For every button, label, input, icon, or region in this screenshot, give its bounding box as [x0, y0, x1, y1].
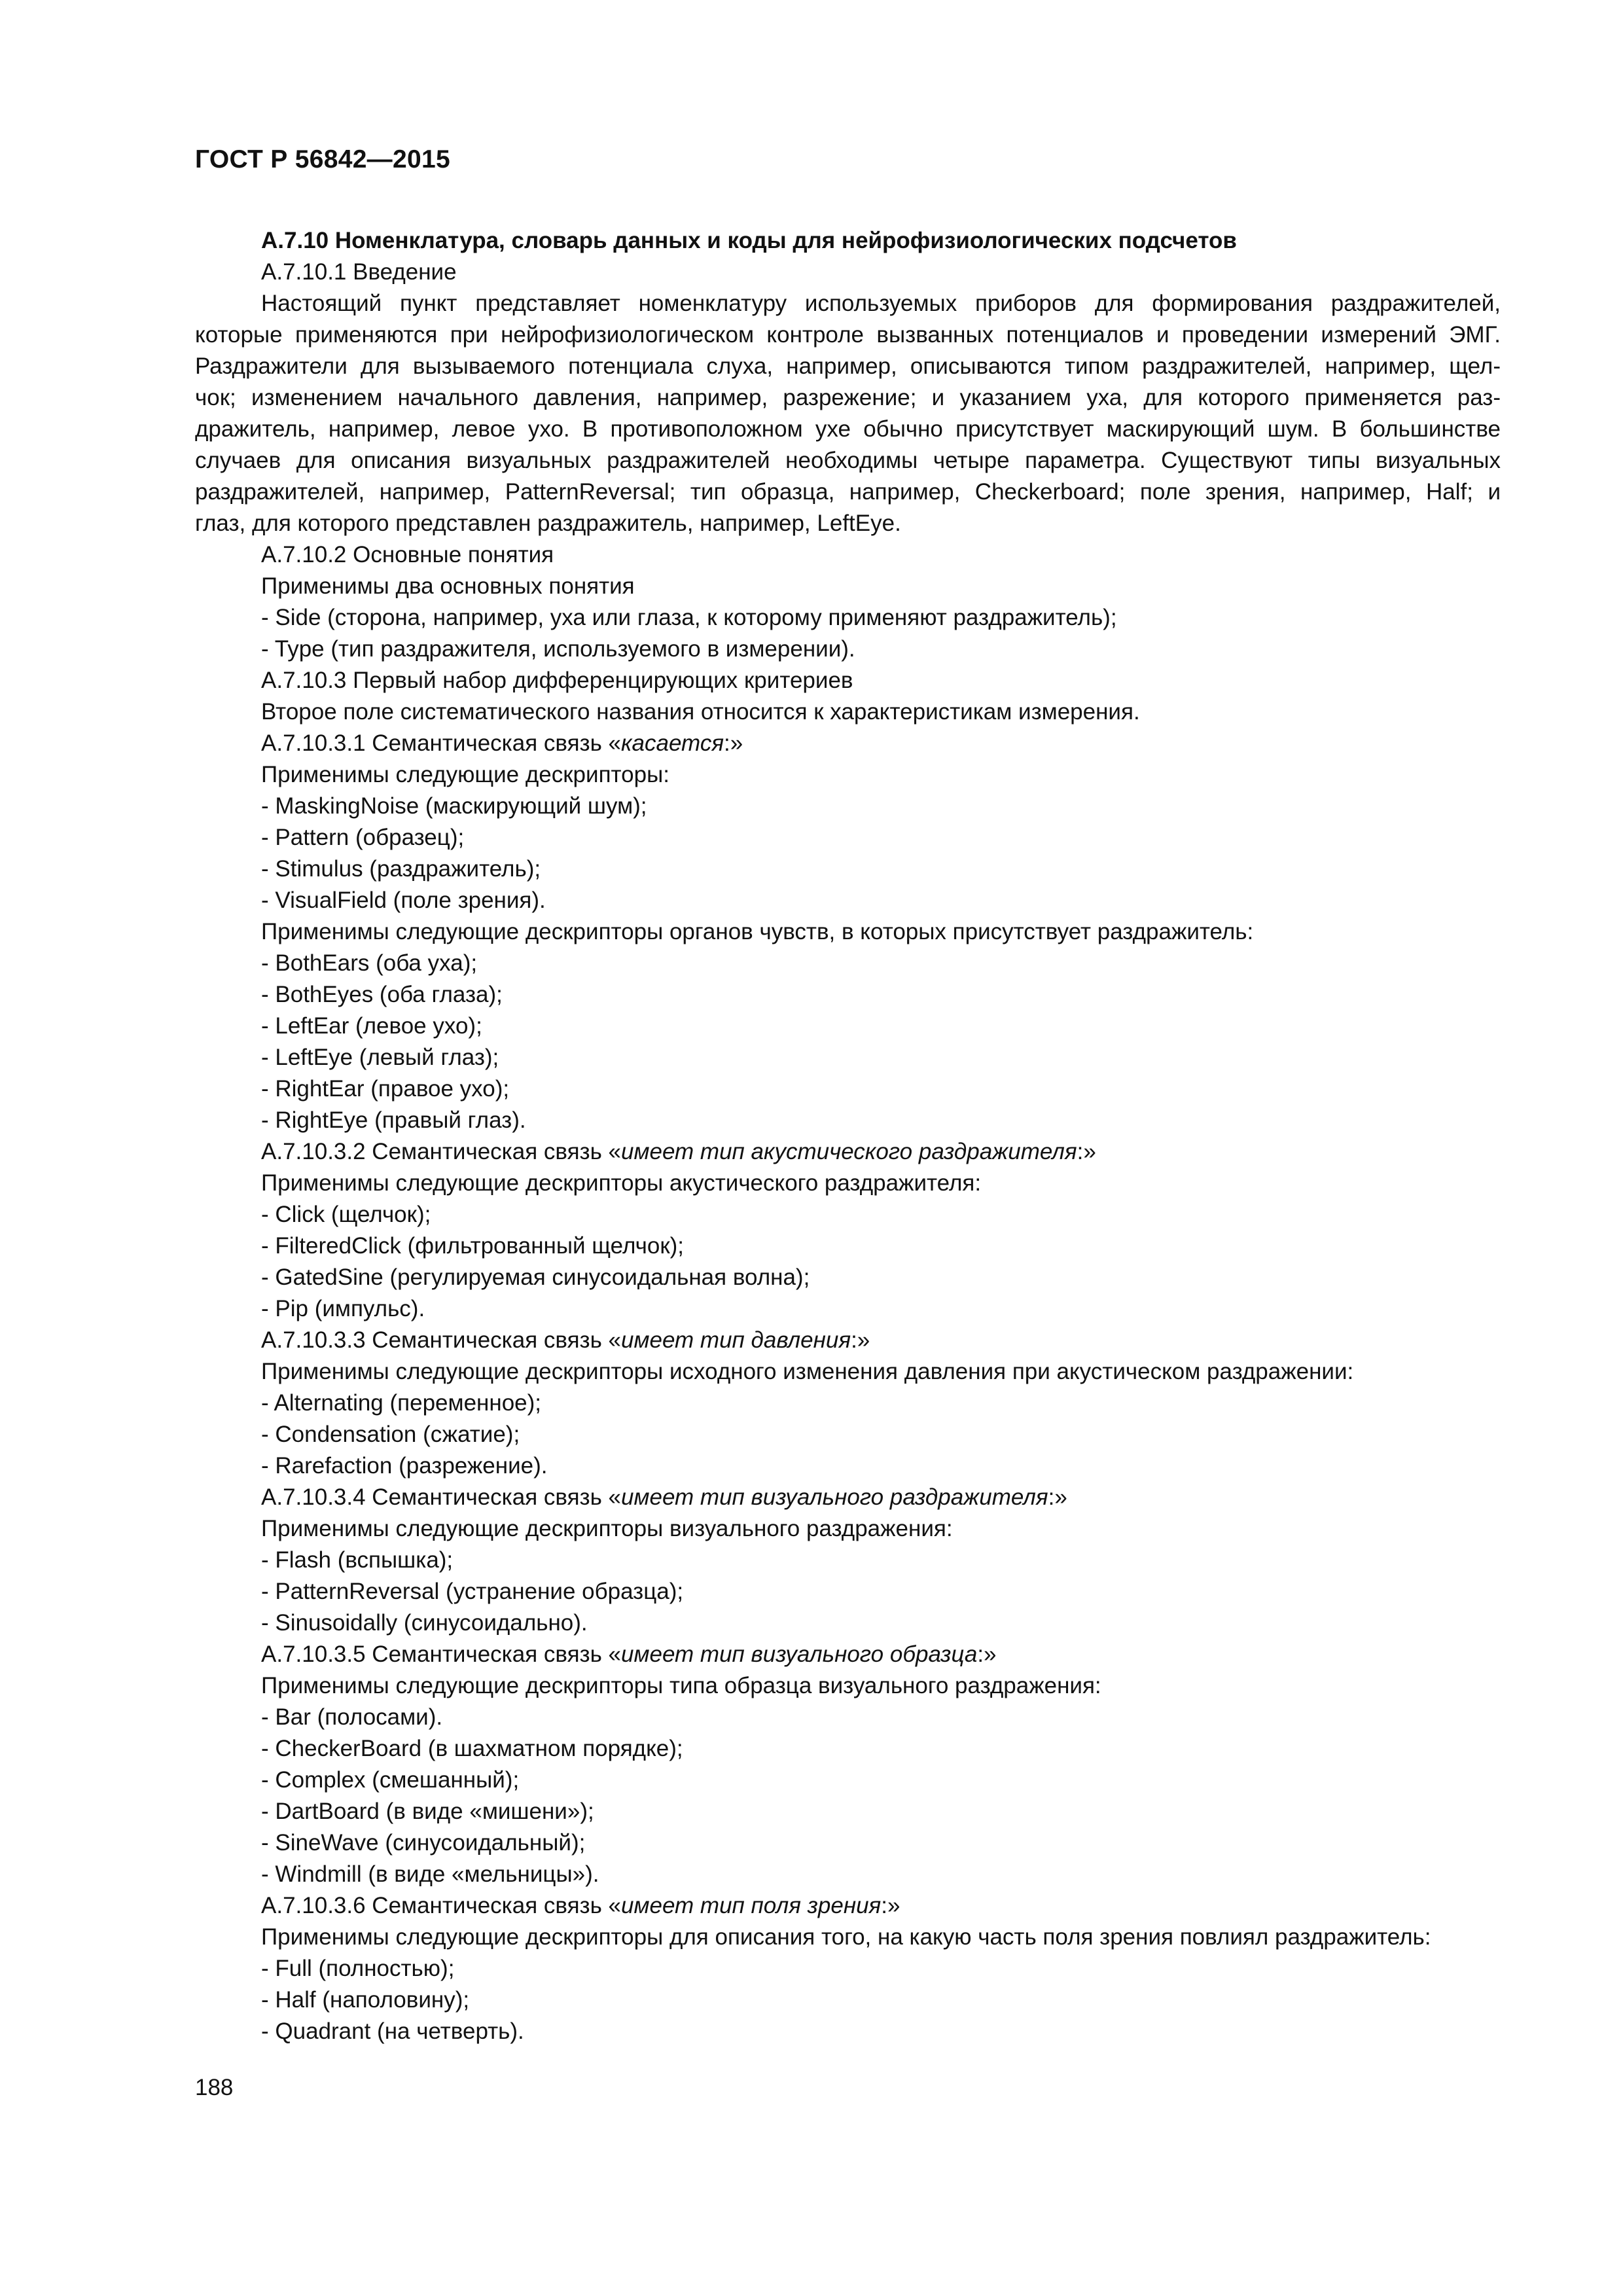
descriptor-intro: Применимы следующие дескрипторы визуального раздражения:: [261, 1516, 953, 1541]
descriptor-intro: Применимы следующие дескрипторы акустического раздражителя:: [261, 1170, 982, 1196]
descriptor-intro: Применимы следующие дескрипторы:: [261, 762, 669, 787]
subsection-heading: [195, 1639, 1501, 1670]
list-item: - Condensation (сжатие);: [261, 1422, 520, 1447]
list-item: - MaskingNoise (маскирующий шум);: [261, 793, 647, 819]
list-item: - Flash (вспышка);: [261, 1547, 454, 1573]
subsection-heading-relation: имеет тип визуального раздражителя: [621, 1484, 1048, 1510]
subsection-heading-suffix: :»: [977, 1641, 997, 1667]
list-item: - SineWave (синусоидальный);: [261, 1830, 586, 1856]
subsection-heading: [195, 1890, 1501, 1922]
page-number: 188: [195, 2075, 234, 2100]
list-item: - LeftEar (левое ухо);: [261, 1013, 482, 1039]
list-item: - VisualField (поле зрения).: [261, 888, 546, 913]
intro-paragraph-line: Раздражители для вызываемого потенциала слуха, например, описываются типом раздражителей, например, щел-: [195, 353, 1501, 379]
list-item: - GatedSine (регулируемая синусоидальная волна);: [261, 1265, 810, 1290]
criteria-heading: А.7.10.3 Первый набор дифференцирующих критериев: [261, 668, 853, 693]
list-item: - Half (наполовину);: [261, 1987, 470, 2013]
subsection-heading-prefix: А.7.10.3.6 Семантическая связь «: [261, 1893, 622, 1918]
list-item: - Windmill (в виде «мельницы»).: [261, 1861, 599, 1887]
list-item: - Complex (смешанный);: [261, 1767, 520, 1793]
descriptor-intro: Применимы следующие дескрипторы для описания того, на какую часть поля зрения повлиял раздражитель:: [261, 1924, 1431, 1950]
descriptor-intro: Применимы следующие дескрипторы типа образца визуального раздражения:: [261, 1673, 1101, 1698]
intro-paragraph-line: раздражителей, например, PatternReversal; тип образца, например, Checkerboard; поле зрения, например, Half; и: [195, 479, 1501, 505]
list-item: - Quadrant (на четверть).: [261, 2018, 524, 2044]
subsection-heading-prefix: А.7.10.3.1 Семантическая связь «: [261, 730, 622, 756]
subsection-heading: [195, 728, 1501, 759]
list-item: - Stimulus (раздражитель);: [261, 856, 541, 882]
list-item: - DartBoard (в виде «мишени»);: [261, 1799, 594, 1824]
intro-paragraph-line: глаз, для которого представлен раздражитель, например, LeftEye.: [195, 511, 901, 536]
descriptor-intro: Применимы следующие дескрипторы органов чувств, в которых присутствует раздражитель:: [261, 919, 1254, 944]
subsection-heading-prefix: А.7.10.3.3 Семантическая связь «: [261, 1327, 622, 1353]
subsection-heading-relation: касается: [621, 730, 724, 756]
subsection-heading: [195, 1136, 1501, 1168]
subsection-heading-suffix: :»: [1077, 1139, 1096, 1164]
list-item: - PatternReversal (устранение образца);: [261, 1579, 684, 1604]
list-item: - BothEars (оба уха);: [261, 950, 478, 976]
concepts-intro: Применимы два основных понятия: [261, 573, 635, 599]
intro-paragraph-line: Настоящий пункт представляет номенклатуру используемых приборов для формирования раздражителей,: [261, 291, 1501, 316]
subsection-heading-prefix: А.7.10.3.4 Семантическая связь «: [261, 1484, 622, 1510]
list-item: - FilteredClick (фильтрованный щелчок);: [261, 1233, 685, 1259]
list-item: - Rarefaction (разрежение).: [261, 1453, 548, 1479]
subsection-heading-relation: имеет тип давления: [621, 1327, 851, 1353]
list-item: - Sinusoidally (синусоидально).: [261, 1610, 588, 1636]
list-item: - Bar (полосами).: [261, 1704, 443, 1730]
subsection-heading-suffix: :»: [851, 1327, 870, 1353]
list-item: - CheckerBoard (в шахматном порядке);: [261, 1736, 683, 1761]
subsection-heading-relation: имеет тип визуального образца: [621, 1641, 978, 1667]
subsection-heading-relation: имеет тип акустического раздражителя: [621, 1139, 1077, 1164]
list-item: - RightEar (правое ухо);: [261, 1076, 510, 1102]
descriptor-intro: Применимы следующие дескрипторы исходного изменения давления при акустическом раздражении:: [261, 1359, 1354, 1384]
document-body: [195, 225, 1501, 2047]
subsection-heading-suffix: :»: [1048, 1484, 1067, 1510]
intro-paragraph-line: случаев для описания визуальных раздражителей необходимы четыре параметра. Существуют типы визуальных: [195, 448, 1501, 473]
intro-paragraph-line: дражитель, например, левое ухо. В противоположном ухе обычно присутствует маскирующий шум. В большинстве: [195, 416, 1501, 442]
list-item: - Pattern (образец);: [261, 825, 465, 850]
subsection-heading-suffix: :»: [881, 1893, 901, 1918]
subsection-heading-suffix: :»: [724, 730, 743, 756]
intro-paragraph-line: которые применяются при нейрофизиологическом контроле вызванных потенциалов и проведении измерений ЭМГ.: [195, 322, 1501, 348]
intro-heading: А.7.10.1 Введение: [261, 259, 457, 285]
intro-paragraph-line: чок; изменением начального давления, например, разрежение; и указанием уха, для которого применяется раз-: [195, 385, 1501, 410]
subsection-heading-prefix: А.7.10.3.5 Семантическая связь «: [261, 1641, 622, 1667]
list-item: - Side (сторона, например, уха или глаза, к которому применяют раздражитель);: [261, 605, 1117, 630]
subsection-heading: [195, 1482, 1501, 1513]
list-item: - Alternating (переменное);: [261, 1390, 541, 1416]
document-header: ГОСТ Р 56842—2015: [195, 145, 450, 173]
subsection-heading-prefix: А.7.10.3.2 Семантическая связь «: [261, 1139, 622, 1164]
list-item: - Pip (импульс).: [261, 1296, 425, 1321]
section-title: А.7.10 Номенклатура, словарь данных и коды для нейрофизиологических подсчетов: [261, 228, 1237, 253]
list-item: - Click (щелчок);: [261, 1202, 431, 1227]
list-item: - Full (полностью);: [261, 1956, 455, 1981]
list-item: - Type (тип раздражителя, используемого в измерении).: [261, 636, 855, 662]
concepts-heading: А.7.10.2 Основные понятия: [261, 542, 554, 567]
subsection-heading-relation: имеет тип поля зрения: [621, 1893, 882, 1918]
list-item: - BothEyes (оба глаза);: [261, 982, 503, 1007]
list-item: - RightEye (правый глаз).: [261, 1107, 526, 1133]
subsection-heading: [195, 1325, 1501, 1356]
criteria-intro: Второе поле систематического названия относится к характеристикам измерения.: [261, 699, 1140, 725]
list-item: - LeftEye (левый глаз);: [261, 1045, 499, 1070]
